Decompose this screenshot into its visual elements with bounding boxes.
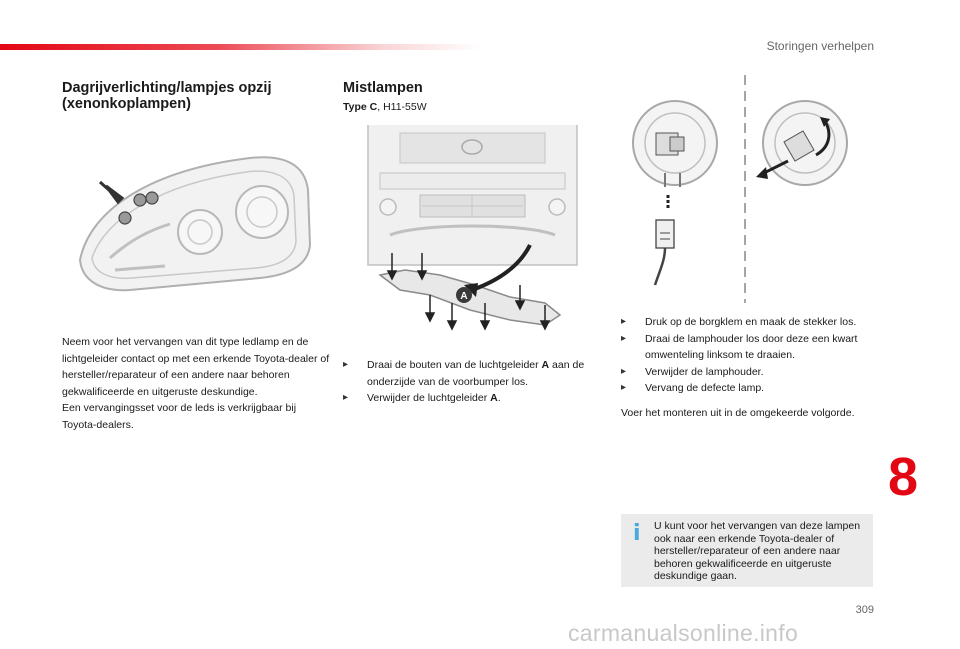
page-number: 309 xyxy=(855,604,874,616)
bulb-replacement-steps xyxy=(621,314,883,397)
bullet-marker-icon: ▸ xyxy=(343,359,349,370)
headlamp-illustration xyxy=(70,150,320,300)
figure-label-a: A xyxy=(460,291,468,302)
daytime-lights-heading: Dagrijverlichting/lampjes opzij (xenonkoplampen) xyxy=(62,80,272,112)
type-line xyxy=(343,101,427,113)
deflector-steps xyxy=(343,357,605,407)
bullet-marker-icon: ▸ xyxy=(343,392,349,403)
step-unplug-connector: ▸ Druk op de borgklem en maak de stekker los. xyxy=(621,314,883,331)
led-replacement-paragraph: Neem voor het vervangen van dit type ledlamp en de lichtgeleider contact op met een erkende Toyota-dealer of hersteller/reparateur of een andere naar behoren gekwalificeerde en uitgeruste deskundige. xyxy=(62,336,330,398)
type-value: , H11-55W xyxy=(377,101,427,113)
led-kit-paragraph: Een vervangingsset voor de leds is verkrijgbaar bij Toyota-dealers. xyxy=(62,402,297,431)
watermark: carmanualsonline.info xyxy=(568,620,799,646)
bullet-marker-icon: ▸ xyxy=(621,382,627,393)
fog-lamps-heading: Mistlampen xyxy=(343,80,423,96)
step-loosen-bolts: ▸ Draai de bouten van de luchtgeleider A aan de onderzijde van de voorbumper los. xyxy=(343,359,585,388)
chapter-number: 8 xyxy=(888,447,919,507)
step-replace-bulb: ▸ Vervang de defecte lamp. xyxy=(621,380,883,397)
bumper-air-deflector-illustration xyxy=(360,125,585,340)
top-accent-bar xyxy=(0,44,480,50)
bullet-marker-icon: ▸ xyxy=(621,332,627,344)
step-remove-deflector: ▸ Verwijder de luchtgeleider A. xyxy=(343,390,605,407)
info-text: U kunt voor het vervangen van deze lampen ook naar een erkende Toyota-dealer of hersteller/reparateur of een andere naar behoren gekwalificeerde en uitgeruste deskundige gaan. xyxy=(654,520,861,582)
info-icon: i xyxy=(633,521,641,546)
bullet-marker-icon: ▸ xyxy=(621,365,627,377)
type-label: Type C xyxy=(343,101,378,113)
fog-lamp-bulb-illustration xyxy=(620,75,870,305)
info-box xyxy=(621,514,873,587)
step-turn-holder: ▸ Draai de lamphouder los door deze een kwart omwenteling linksom te draaien. xyxy=(621,332,858,361)
left-instructions xyxy=(62,334,330,433)
section-title: Storingen verhelpen xyxy=(766,39,874,53)
step-remove-holder: ▸ Verwijder de lamphouder. xyxy=(621,364,883,381)
bullet-marker-icon: ▸ xyxy=(621,316,627,327)
reassembly-note: Voer het monteren uit in de omgekeerde volgorde. xyxy=(621,407,855,419)
